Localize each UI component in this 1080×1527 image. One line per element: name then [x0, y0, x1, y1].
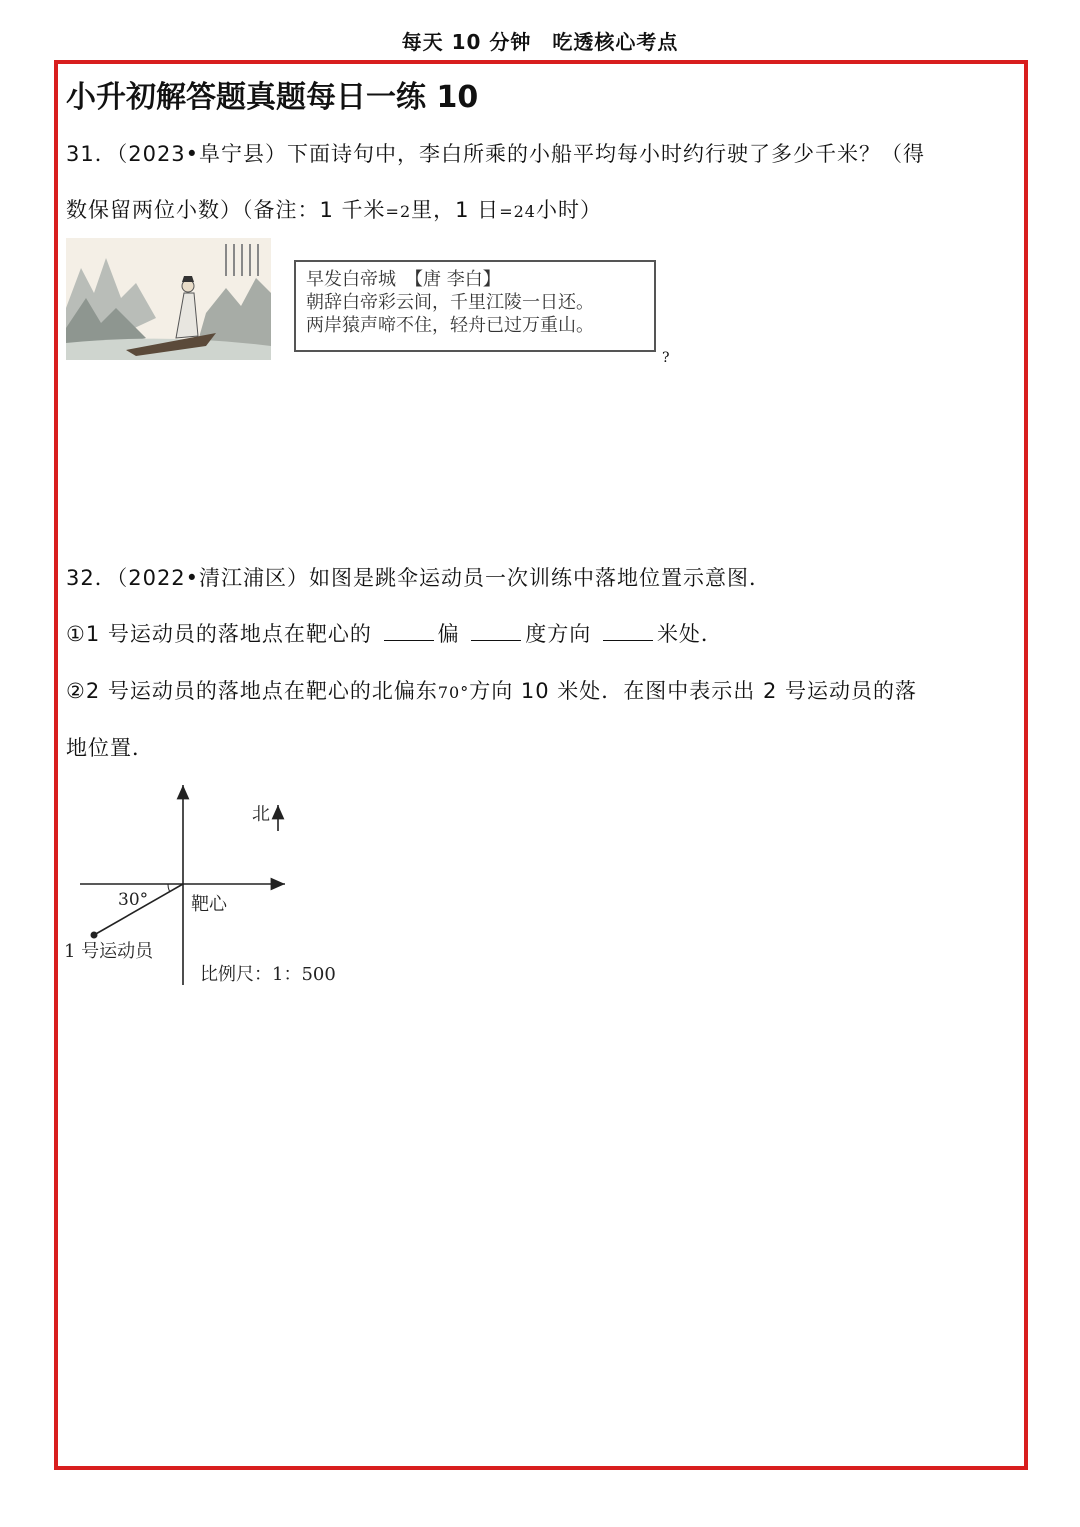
poem-line-2: 两岸猿声啼不住，轻舟已过万重山。 [306, 315, 594, 336]
angle-arc [168, 884, 170, 892]
q32-degree: 70° [437, 683, 470, 702]
athlete-1-label: 1 号运动员 [64, 941, 154, 962]
li-bai-boat-painting [66, 238, 271, 360]
angle-label: 30° [118, 890, 149, 910]
page-header: 每天 10 分钟 吃透核心考点 [401, 30, 679, 54]
q32-sub2: ②2 号运动员的落地点在靶心的北偏东70°方向 10 米处．在图中表示出 2 号运动员的落 [66, 679, 918, 703]
page-title: 小升初解答题真题每日一练 10 [66, 80, 479, 115]
q31-line1: 31．（2023•阜宁县）下面诗句中，李白所乘的小船平均每小时约行驶了多少千米？（得 [66, 142, 926, 166]
poem-question-mark: ? [662, 350, 670, 366]
answer-blank-1[interactable] [384, 622, 434, 641]
q31-line2: 数保留两位小数）（备注：1 千米=2里，1 日=24小时） [66, 198, 602, 222]
q31-eq2: =24 [499, 202, 536, 221]
poem-title: 早发白帝城 【唐 李白】 [306, 269, 501, 290]
q32-sub2-cont: 地位置． [66, 736, 154, 760]
q31-eq1: =2 [385, 202, 412, 221]
athlete-1-point [91, 932, 98, 939]
answer-blank-2[interactable] [471, 622, 521, 641]
poem-line-1: 朝辞白帝彩云间，千里江陵一日还。 [306, 292, 594, 313]
answer-blank-3[interactable] [603, 622, 653, 641]
q32-line1: 32．（2022•清江浦区）如图是跳伞运动员一次训练中落地位置示意图． [66, 566, 772, 590]
q32-sub1: ①1 号运动员的落地点在靶心的 偏 度方向 米处． [66, 622, 723, 646]
poem-box [294, 260, 656, 352]
landing-position-diagram [60, 775, 380, 995]
north-label: 北 [252, 804, 270, 825]
center-label: 靶心 [191, 894, 227, 915]
scale-label: 比例尺：1：500 [200, 964, 336, 985]
